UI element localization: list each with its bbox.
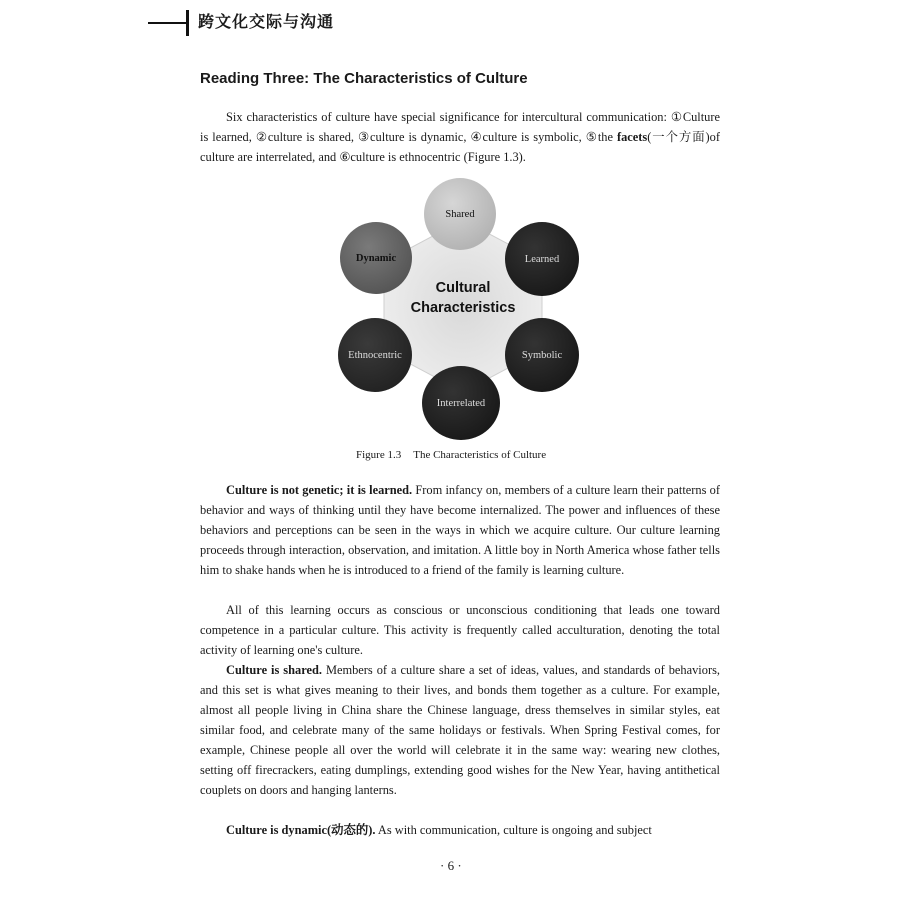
section-title: Reading Three: The Characteristics of Culture (200, 70, 528, 87)
center-label-line2: Characteristics (410, 300, 516, 316)
p4-chinese: (动态的). (326, 823, 376, 837)
figure-caption-number: Figure 1.3 (356, 449, 402, 461)
node-dynamic-label: Dynamic (355, 252, 397, 264)
intro-paragraph (200, 107, 720, 167)
intro-bold-term: facets (616, 130, 648, 144)
p3-text: Members of a culture share a set of ideas, values, and standards of behaviors, and this set is what gives meaning to their lives, and bonds them together as a culture. For example, almost all people living in China share the Chinese language, dress themselves in similar styles, eat similar food, and celebrate many of the same holidays or festivals. When Spring Festival comes, for example, Chinese people all over the world will celebrate it in the same way: wearing new clothes, setting off firecrackers, eating dumplings, extending good wishes for the New Year, having antithetical couplets on doors and hanging lanterns. (200, 663, 720, 797)
node-ethnocentric-label: Ethnocentric (348, 349, 402, 361)
p1-text: From infancy on, members of a culture learn their patterns of behavior and ways of thinking until they have become internalized. The power and influences of these behaviors and perceptions can be seen in the ways in which we acquire culture. Our culture learning proceeds through interaction, observation, and imitation. A little boy in North America whose father tells him to shake hands when he is introduced to a friend of the family is learning culture. (200, 483, 720, 577)
p2-text: All of this learning occurs as conscious or unconscious conditioning that leads one toward competence in a particular culture. This activity is frequently called acculturation, denoting the total activity of learning one's culture. (200, 603, 720, 657)
center-label (403, 238, 523, 358)
node-shared-label: Shared (445, 208, 475, 220)
node-symbolic-label: Symbolic (521, 349, 563, 361)
figure-caption (356, 449, 546, 461)
header-bar (186, 10, 189, 36)
node-learned-label: Learned (524, 253, 560, 265)
node-interrelated-label: Interrelated (436, 397, 486, 409)
page-number: · 6 · (440, 858, 462, 873)
paragraph-acculturation (200, 600, 720, 660)
paragraph-shared (200, 660, 720, 800)
node-ethnocentric (338, 318, 412, 392)
intro-text-1: Six characteristics of culture have special significance for intercultural communication: ①Culture is learned, ②culture is shared, ③culture is dynamic, ④culture is symbolic, ⑤the (200, 110, 720, 144)
p1-lead: Culture is not genetic; it is learned. (226, 483, 413, 497)
header-rule (148, 22, 186, 24)
center-label-line1: Cultural (435, 280, 491, 296)
intro-text-2: (一个方面)of culture are interrelated, and ⑥culture is ethnocentric (Figure 1.3). (200, 130, 720, 164)
paragraph-dynamic (200, 820, 720, 840)
node-dynamic (340, 222, 412, 294)
figure-caption-text: The Characteristics of Culture (413, 449, 547, 461)
running-header-title: 跨文化交际与沟通 (198, 12, 335, 31)
node-interrelated (422, 366, 500, 440)
p4-text: As with communication, culture is ongoing and subject (375, 823, 652, 837)
p4-lead: Culture is dynamic (226, 823, 327, 837)
p3-lead: Culture is shared. (226, 663, 322, 677)
paragraph-learned (200, 480, 720, 580)
